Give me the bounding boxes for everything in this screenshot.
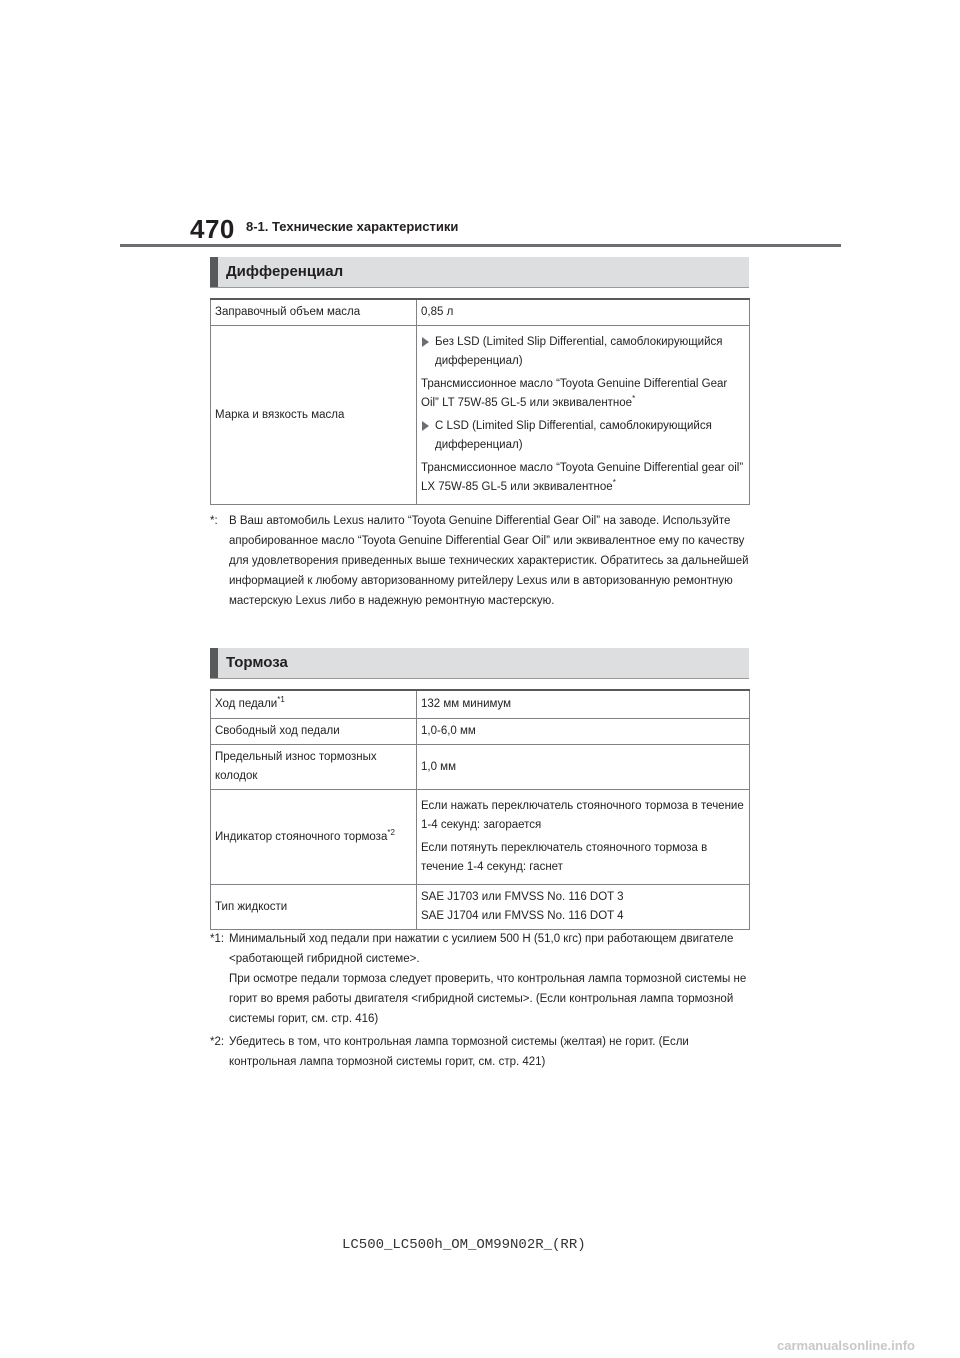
indicator-on-text: Если нажать переключатель стояночного тормоза в течение 1-4 секунд: загорается (421, 800, 744, 831)
footnote-ref: *2 (387, 827, 395, 837)
footnote-text: При осмотре педали тормоза следует проверить, что контрольная лампа тормозной системы не горит во время работы двигателя <гибридной системы>. (Если контрольная лампа тормозной системы горит, см. стр. 416) (229, 973, 747, 1025)
pedal-travel-label: Ход педали$^{*1}$ (211, 690, 417, 719)
oil-volume-label: Заправочный объем масла (211, 299, 417, 326)
table-row (211, 885, 750, 930)
table-row (211, 299, 750, 326)
fluid-spec-text: SAE J1703 или FMVSS No. 116 DOT 3 (421, 891, 624, 903)
document-code: LC500_LC500h_OM_OM99N02R_(RR) (342, 1237, 586, 1253)
header-rule (120, 244, 841, 247)
indicator-off-text: Если потянуть переключатель стояночного тормоза в течение 1-4 секунд: гаснет (421, 842, 708, 873)
chapter-title: 8-1. Технические характеристики (246, 219, 459, 234)
page-number: 470 (190, 214, 235, 244)
oil-grade-value (417, 326, 750, 505)
footnote-marker: *2: (210, 1036, 225, 1048)
footnote (210, 929, 750, 1029)
footnote-text: В Ваш автомобиль Lexus налито “Toyota Genuine Differential Gear Oil” на заводе. Используйте апробированное масло “Toyota Genuine Differential Gear Oil” или эквивалентное ему по качеству для удовлетворения приведенных выше технических характеристик. Обратитесь за дальнейшей информацией к любому авторизованному ритейлеру Lexus или в авторизованную ремонтную мастерскую Lexus либо в надежную ремонтную мастерскую. (229, 515, 749, 607)
section-marker (210, 648, 218, 678)
table-row (211, 719, 750, 745)
indicator-label: Индикатор стояночного тормоза$^{*2}$ (211, 790, 417, 885)
footnote-text: Убедитесь в том, что контрольная лампа тормозной системы (желтая) не горит. (Если контрольная лампа тормозной системы горит, см. стр. 421) (229, 1036, 689, 1068)
fluid-spec-text: SAE J1704 или FMVSS No. 116 DOT 4 (421, 910, 624, 922)
section-title: Дифференциал (226, 263, 344, 280)
fluid-value (417, 885, 750, 930)
footnote-marker: *: (210, 515, 218, 527)
fluid-label: Тип жидкости (211, 885, 417, 930)
table-row (211, 326, 750, 505)
bullet-text: Без LSD (Limited Slip Differential, самоблокирующийся дифференциал) (435, 336, 723, 367)
table-row (211, 690, 750, 719)
bullet-text: С LSD (Limited Slip Differential, самоблокирующийся дифференциал) (435, 420, 712, 451)
free-play-label: Свободный ход педали (211, 719, 417, 745)
footnote (210, 1032, 750, 1072)
differential-spec-table (210, 298, 750, 505)
oil-volume-value: 0,85 л (417, 299, 750, 326)
brakes-spec-table (210, 689, 750, 930)
triangle-bullet-icon (422, 421, 429, 431)
section-header-brakes (210, 648, 749, 679)
pedal-travel-value: 132 мм минимум (417, 690, 750, 719)
table-row (211, 790, 750, 885)
footnote-text: Минимальный ход педали при нажатии с усилием 500 Н (51,0 кгс) при работающем двигателе <работающей гибридной системе>. (229, 933, 734, 965)
section-marker (210, 257, 218, 287)
footnote-ref: * (612, 478, 616, 488)
table-row (211, 745, 750, 790)
pad-wear-label: Предельный износ тормозных колодок (211, 745, 417, 790)
section-header-differential (210, 257, 749, 288)
list-item (421, 333, 745, 371)
section-title: Тормоза (226, 654, 288, 671)
footnote-marker: *1: (210, 933, 225, 945)
pad-wear-value: 1,0 мм (417, 745, 750, 790)
indicator-value (417, 790, 750, 885)
oil-spec-text: Трансмиссионное масло “Toyota Genuine Differential Gear Oil” LT 75W-85 GL-5 или эквивалентное (421, 378, 728, 409)
footnote-ref: * (632, 394, 636, 404)
footnote (210, 511, 750, 611)
list-item (421, 417, 745, 455)
watermark: carmanualsonline.info (777, 1338, 915, 1353)
oil-grade-label: Марка и вязкость масла (211, 326, 417, 505)
paragraph (421, 459, 745, 497)
oil-spec-text: Трансмиссионное масло “Toyota Genuine Differential gear oil” LX 75W-85 GL-5 или эквивалентное (421, 462, 744, 493)
paragraph (421, 375, 745, 413)
triangle-bullet-icon (422, 337, 429, 347)
free-play-value: 1,0-6,0 мм (417, 719, 750, 745)
footnote-ref: *1 (277, 695, 285, 705)
